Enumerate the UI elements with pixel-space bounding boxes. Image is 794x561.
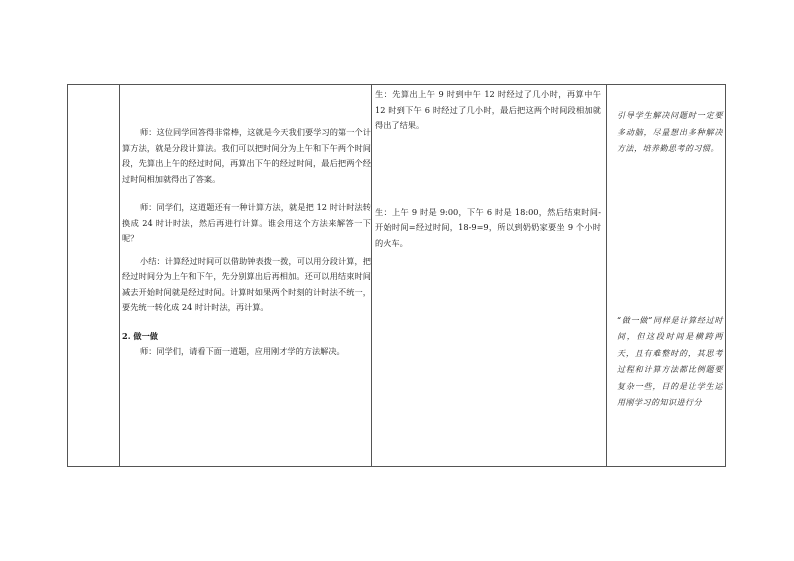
summary-paragraph: 小结：计算经过时间可以借助钟表拨一拨，可以用分段计算，把经过时间分为上午和下午，先分别算出后再相加。还可以用结束时间减去开始时间就是经过时间。计算时如果两个时刻的计时法不统一，要先统一转化成 24 时计时法，再计算。 xyxy=(122,255,371,312)
teacher-activity-cell xyxy=(120,85,371,360)
teacher-paragraph: 师：这位同学回答得非常棒，这就是今天我们要学习的第一个计算方法，就是分段计算法。我们可以把时间分为上午和下午两个时间段，先算出上午的经过时间，再算出下午的经过时间，最后把两个经过时间相加就得出了答案。 xyxy=(122,127,371,184)
teacher-paragraph: 师：同学们，请看下面一道题，应用刚才学的方法解决。 xyxy=(140,346,345,356)
design-note: 引导学生解决问题时一定要多动脑，尽量想出多种解决方法，培养勤思考的习惯。 xyxy=(617,111,723,153)
column-divider xyxy=(371,85,372,466)
student-answer: 生：先算出上午 9 时到中午 12 时经过了几小时，再算中午 12 时到下午 6 时经过了几小时，最后把这两个时间段相加就得出了结果。 xyxy=(375,89,601,130)
student-activity-cell xyxy=(373,85,605,251)
column-divider xyxy=(606,85,607,466)
design-note: “做一做”同样是计算经过时间，但这段时间是横跨两天，且有难整时的，其思考过程和计算方法都比例题要复杂一些，目的是让学生运用刚学习的知识进行分 xyxy=(617,315,723,407)
section-heading: 2. 做一做 xyxy=(122,330,158,341)
student-answer: 生：上午 9 时是 9:00，下午 6 时是 18:00，然后结束时间-开始时间=经过时间，18-9=9，所以到奶奶家要坐 9 个小时的火车。 xyxy=(375,206,601,248)
lesson-table xyxy=(67,84,726,467)
design-notes-cell xyxy=(608,85,727,412)
teacher-paragraph: 师：同学们，这道题还有一种计算方法，就是把 12 时计时法转换成 24 时计时法，然后再进行计算。谁会用这个方法来解答一下呢？ xyxy=(122,202,371,243)
